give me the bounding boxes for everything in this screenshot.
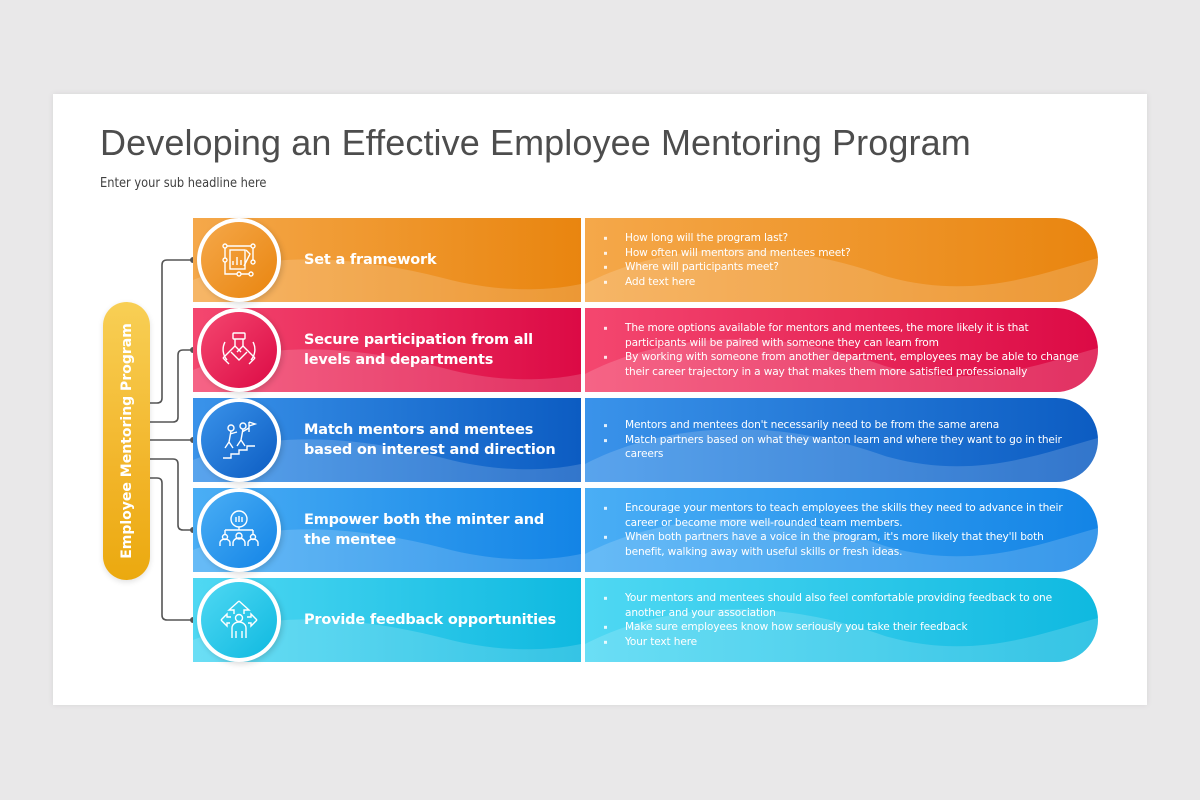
bullet-item: Encourage your mentors to teach employees the skills they need to advance in their career or become more well-rounded team members.	[601, 501, 1081, 530]
row-detail-band	[585, 218, 1098, 302]
bullet-list	[601, 321, 1081, 379]
bullet-list	[601, 418, 1081, 462]
bullet-item: Match partners based on what they wanton learn and where they want to go in their careers	[601, 433, 1081, 462]
icon-badge	[197, 578, 281, 662]
row-title: Provide feedback opportunities	[304, 612, 556, 628]
row-detail-band	[585, 578, 1098, 662]
feedback-arrows-icon	[217, 598, 261, 642]
row-empower	[193, 488, 1098, 572]
framework-chart-icon	[217, 238, 261, 282]
empowered-team-icon	[217, 508, 261, 552]
row-secure-participation	[193, 308, 1098, 392]
hub-label: Employee Mentoring Program	[118, 323, 135, 559]
team-hands-icon	[217, 328, 261, 372]
row-title: Empower both the minter and the mentee	[304, 512, 545, 548]
icon-badge	[197, 218, 281, 302]
icon-badge	[197, 488, 281, 572]
bullet-item: Mentors and mentees don't necessarily need to be from the same arena	[601, 418, 1081, 433]
row-detail-band	[585, 308, 1098, 392]
row-detail-band	[585, 488, 1098, 572]
slide	[53, 94, 1147, 705]
slide-title: Developing an Effective Employee Mentoring Program	[100, 122, 971, 163]
bullet-item: Where will participants meet?	[601, 260, 1081, 275]
slide-subtitle: Enter your sub headline here	[100, 176, 267, 191]
icon-badge	[197, 398, 281, 482]
hub-pill	[103, 302, 150, 580]
bullet-item: Your text here	[601, 635, 1081, 650]
bullet-item: Your mentors and mentees should also feel comfortable providing feedback to one another and your association	[601, 591, 1081, 620]
icon-badge	[197, 308, 281, 392]
bullet-list	[601, 591, 1081, 649]
row-title: Secure participation from all levels and departments	[304, 332, 533, 368]
bullet-item: The more options available for mentors and mentees, the more likely it is that participants will be paired with someone they can learn from	[601, 321, 1081, 350]
row-detail-band	[585, 398, 1098, 482]
climbing-stairs-icon	[217, 418, 261, 462]
row-match-mentors	[193, 398, 1098, 482]
bullet-item: Make sure employees know how seriously you take their feedback	[601, 620, 1081, 635]
bullet-item: How long will the program last?	[601, 231, 1081, 246]
bullet-list	[601, 501, 1081, 559]
bullet-item: How often will mentors and mentees meet?	[601, 245, 1081, 260]
row-feedback	[193, 578, 1098, 662]
bullet-item: By working with someone from another department, employees may be able to change their career trajectory in a way that makes them more satisfied professionally	[601, 350, 1081, 379]
row-set-framework	[193, 218, 1098, 302]
row-title: Set a framework	[304, 252, 437, 268]
bullet-item: When both partners have a voice in the program, it's more likely that they'll both benefit, walking away with useful skills or fresh ideas.	[601, 530, 1081, 559]
row-title: Match mentors and mentees based on interest and direction	[304, 422, 556, 458]
bullet-item: Add text here	[601, 275, 1081, 290]
bullet-list	[601, 231, 1081, 289]
